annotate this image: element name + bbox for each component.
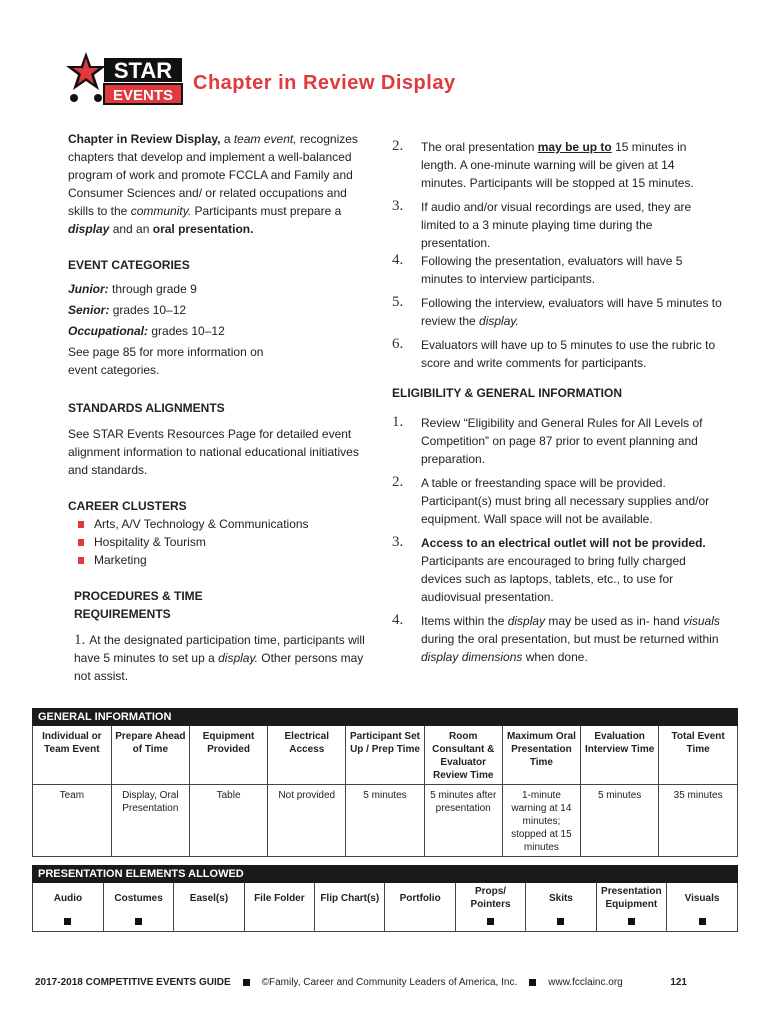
pe-header: Skits: [526, 883, 596, 913]
senior-label: Senior:: [68, 303, 110, 317]
gi-header: Equipment Provided: [189, 726, 267, 785]
eligibility-item-2: 2. A table or freestanding space will be provided. Participant(s) must bring all necessary supplies and/or equipment. Wall space will not be available.: [392, 474, 710, 526]
pe-header: Audio: [53, 892, 83, 904]
procedures-list: [74, 631, 368, 685]
gi-header: Prepare Ahead of Time: [111, 726, 189, 785]
pe-header: Props/ Pointers: [455, 883, 525, 913]
gi-cell: 35 minutes: [659, 785, 737, 857]
occupational-label: Occupational:: [68, 324, 149, 338]
gi-cell: Not provided: [268, 785, 346, 857]
junior-value: through grade 9: [112, 282, 197, 296]
career-clusters-heading: CAREER CLUSTERS: [68, 499, 187, 513]
occupational-value: grades 10–12: [151, 324, 225, 338]
gi-header: Individual or Team Event: [33, 726, 111, 785]
pe-allowed-cell: [526, 913, 596, 932]
gi-cell: 1-minute warning at 14 minutes; stopped at 15 minutes: [502, 785, 580, 857]
page-number: 121: [670, 977, 687, 988]
left-column: [68, 130, 368, 691]
pe-header: Visuals: [667, 883, 737, 913]
pe-allowed-cell: [174, 913, 244, 932]
eligibility-heading: ELIGIBILITY & GENERAL INFORMATION: [392, 386, 623, 400]
allowed-mark-icon: [557, 918, 564, 925]
right-column: [392, 138, 722, 672]
logo-line1: STAR: [113, 58, 173, 83]
intro-text2: Participants must prepare a: [194, 204, 342, 218]
pe-header: Presentation Equipment: [596, 883, 666, 913]
procedure-item-2: 2. The oral presentation may be up to 15 minutes in length. A one-minute warning will be given at 14 minutes. Participants will be stopped at 15 minutes.: [392, 138, 694, 190]
categories-note: See page 85 for more information on event categories.: [68, 345, 264, 377]
intro-community: community.: [130, 204, 192, 218]
gi-header: Electrical Access: [268, 726, 346, 785]
allowed-mark-icon: [699, 918, 706, 925]
allowed-mark-icon: [487, 918, 494, 925]
general-information-table: [32, 708, 738, 857]
allowed-mark-icon: [135, 918, 142, 925]
gi-cell: Table: [189, 785, 267, 857]
pe-header: Portfolio: [385, 883, 455, 913]
senior-value: grades 10–12: [112, 303, 187, 317]
procedure-item-1: 1. At the designated participation time, participants will have 5 minutes to set up a display. Other persons may not assist.: [74, 632, 365, 683]
eligibility-item-1: 1. Review “Eligibility and General Rules for All Levels of Competition” on page 87 prior to event planning and preparation.: [392, 414, 703, 466]
pe-allowed-cell: [315, 913, 385, 932]
procedures: [68, 587, 368, 685]
logo-line2: EVENTS: [112, 87, 174, 104]
page-footer: [35, 977, 735, 988]
footer-guide: 2017-2018 COMPETITIVE EVENTS GUIDE: [35, 977, 231, 988]
career-clusters: [68, 497, 368, 569]
cluster-item: Arts, A/V Technology & Communications: [68, 515, 368, 533]
pe-allowed-cell: [385, 913, 455, 932]
intro-event-name: Chapter in Review Display,: [68, 132, 221, 146]
cluster-item: Hospitality & Tourism: [68, 533, 368, 551]
procedure-item-4: 4. Following the presentation, evaluators will have 5 minutes to interview participants.: [392, 252, 683, 286]
bullet-icon: [78, 521, 84, 528]
star-events-logo: [64, 50, 184, 108]
gi-header: Evaluation Interview Time: [581, 726, 659, 785]
intro-oral: oral presentation.: [152, 222, 254, 236]
standards-heading: STANDARDS ALIGNMENTS: [68, 401, 225, 415]
standards-text: See STAR Events Resources Page for detailed event alignment information to national educational initiatives and standards.: [68, 427, 359, 477]
intro-display: display: [68, 222, 110, 236]
footer-url[interactable]: www.fcclainc.org: [548, 977, 623, 988]
gi-cell: Team: [59, 790, 85, 801]
intro-text1: recognizes chapters that develop and implement a well-balanced program of work and promote FCCLA and Family and Consumer Sciences and/ or related occupations and skills to the: [68, 132, 358, 218]
presentation-elements-heading: PRESENTATION ELEMENTS ALLOWED: [32, 865, 738, 883]
footer-copyright: ©Family, Career and Community Leaders of America, Inc.: [261, 977, 518, 988]
pe-header: Easel(s): [174, 883, 244, 913]
eligibility-list: [392, 414, 722, 666]
procedure-item-3: 3. If audio and/or visual recordings are used, they are limited to a 3 minute playing time during the presentation.: [392, 198, 692, 250]
pe-allowed-cell: [244, 913, 314, 932]
pe-allowed-cell: [103, 913, 173, 932]
allowed-mark-icon: [64, 918, 71, 925]
pe-allowed-cell: [455, 913, 525, 932]
bullet-icon: [78, 539, 84, 546]
gi-cell: 5 minutes after presentation: [424, 785, 502, 857]
cluster-list: [68, 515, 368, 569]
presentation-elements-table: [32, 865, 738, 932]
gi-cell: 5 minutes: [346, 785, 424, 857]
pe-header: Flip Chart(s): [315, 883, 385, 913]
gi-cell: Display, Oral Presentation: [111, 785, 189, 857]
footer-bullet-icon: [243, 979, 250, 986]
gi-header: Room Consultant & Evaluator Review Time: [424, 726, 502, 785]
gi-header: Maximum Oral Presentation Time: [502, 726, 580, 785]
pe-header: File Folder: [244, 883, 314, 913]
pe-allowed-cell: [667, 913, 737, 932]
cluster-item: Marketing: [68, 551, 368, 569]
procedure-item-6: 6. Evaluators will have up to 5 minutes to use the rubric to score and write comments for participants.: [392, 336, 716, 370]
standards-alignments: [68, 399, 368, 479]
pe-allowed-cell: [596, 913, 666, 932]
pe-allowed-cell: [33, 913, 103, 932]
event-categories: [68, 256, 368, 379]
eligibility-item-4: 4. Items within the display may be used as in- hand visuals during the oral presentation, but must be returned within display dimensions when done.: [392, 612, 720, 664]
star-events-logo-graphic: [64, 50, 184, 108]
intro-team: team event,: [233, 132, 297, 146]
general-information-heading: GENERAL INFORMATION: [32, 708, 738, 726]
bullet-icon: [78, 557, 84, 564]
eligibility-item-3: 3. Access to an electrical outlet will not be provided. Participants are encouraged to bring fully charged devices such as laptops, tablets, etc., to use for audiovisual presentation.: [392, 534, 706, 604]
footer-bullet-icon: [529, 979, 536, 986]
event-categories-heading: EVENT CATEGORIES: [68, 258, 190, 272]
gi-cell: 5 minutes: [581, 785, 659, 857]
page-title: Chapter in Review Display: [193, 72, 456, 94]
intro-paragraph: Chapter in Review Display, a team event, recognizes chapters that develop and implement a well-balanced program of work and promote FCCLA and Family and Consumer Sciences and/ or related occupations and skills to the community. Participants must prepare a display and an oral presentation.: [68, 132, 358, 236]
allowed-mark-icon: [628, 918, 635, 925]
procedures-list-continued: [392, 138, 722, 372]
procedure-item-5: 5. Following the interview, evaluators will have 5 minutes to review the display.: [392, 294, 722, 328]
intro-and-an: and an: [112, 222, 150, 236]
pe-header: Costumes: [103, 883, 173, 913]
gi-header: Participant Set Up / Prep Time: [346, 726, 424, 785]
junior-label: Junior:: [68, 282, 109, 296]
procedures-heading: PROCEDURES & TIME REQUIREMENTS: [74, 589, 203, 621]
gi-header: Total Event Time: [659, 726, 737, 785]
